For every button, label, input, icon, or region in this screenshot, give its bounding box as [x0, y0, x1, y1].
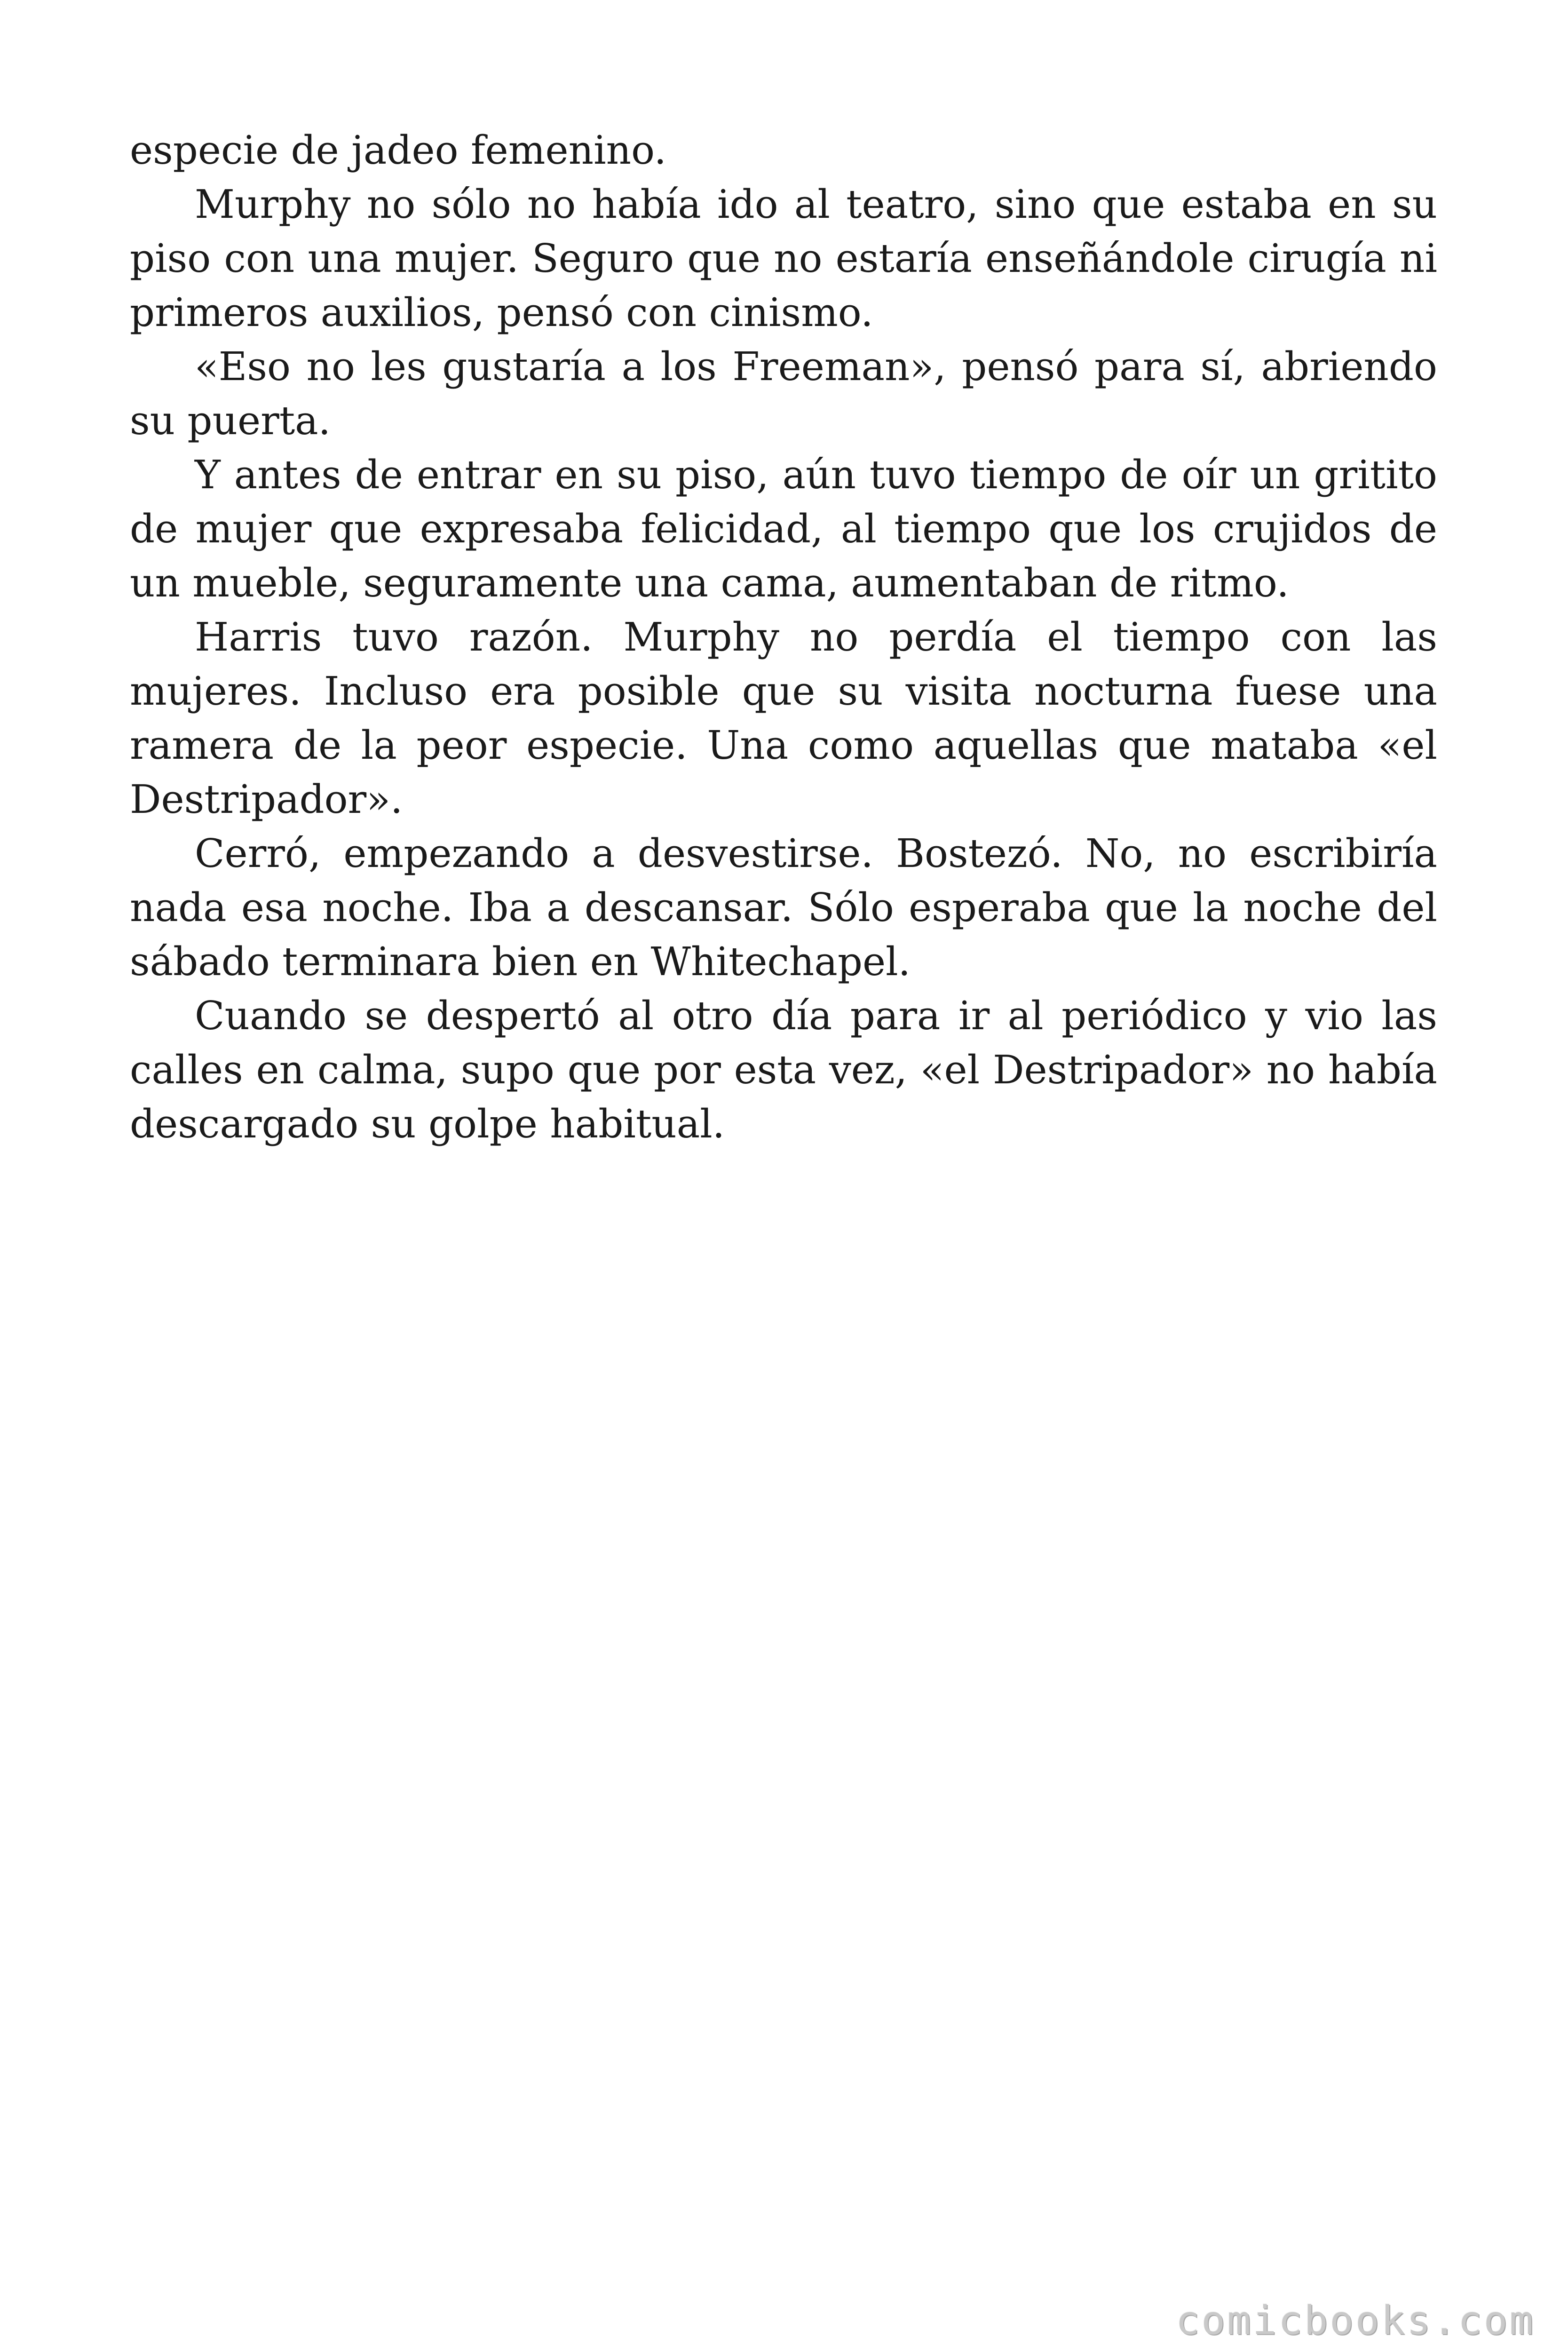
paragraph: Cuando se despertó al otro día para ir al periódico y vio las calles en calma, supo que por esta vez, «el Destripador» no había descargado su golpe habitual. — [130, 993, 1437, 1147]
paragraph-continuation: especie de jadeo femenino. — [130, 127, 666, 173]
paragraph: «Eso no les gustaría a los Freeman», pensó para sí, abriendo su puerta. — [130, 344, 1437, 444]
paragraph: Murphy no sólo no había ido al teatro, sino que estaba en su piso con una mujer. Seguro que no estaría enseñándole cirugía ni primeros auxilios, pensó con cinismo. — [130, 182, 1437, 335]
watermark: comicbooks.com — [1175, 2297, 1535, 2344]
paragraph: Y antes de entrar en su piso, aún tuvo tiempo de oír un gritito de mujer que expresaba felicidad, al tiempo que los crujidos de un mueble, seguramente una cama, aumentaban de ritmo. — [130, 452, 1437, 606]
body-text — [130, 123, 1437, 1151]
paragraph: Harris tuvo razón. Murphy no perdía el tiempo con las mujeres. Incluso era posible que su visita nocturna fuese una ramera de la peor especie. Una como aquellas que mataba «el Destripador». — [130, 614, 1437, 822]
paragraph: Cerró, empezando a desvestirse. Bostezó. No, no escribiría nada esa noche. Iba a descansar. Sólo esperaba que la noche del sábado terminara bien en Whitechapel. — [130, 831, 1437, 985]
